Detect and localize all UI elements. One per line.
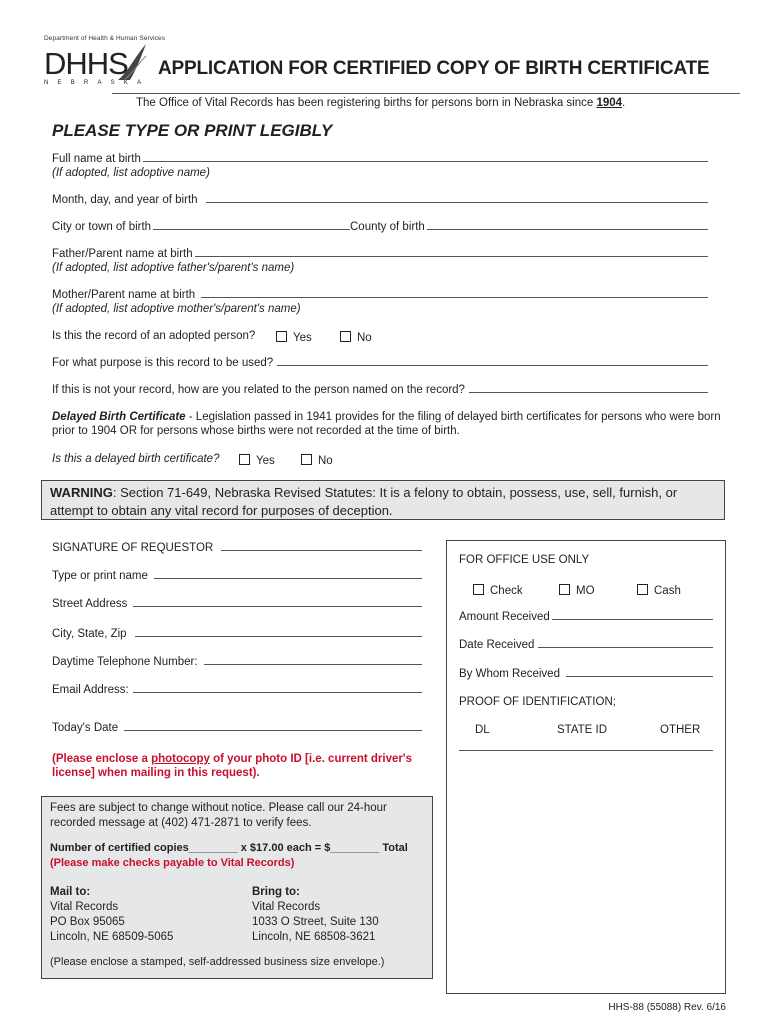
page-title: APPLICATION FOR CERTIFIED COPY OF BIRTH CERTIFICATE — [158, 58, 710, 79]
dept-name: Department of Health & Human Services — [44, 35, 166, 42]
adopted-question: Is this the record of an adopted person? — [52, 330, 256, 342]
print-name-field[interactable]: Type or print name — [52, 570, 422, 582]
subtitle: The Office of Vital Records has been registering births for persons born in Nebraska since 1904. — [136, 97, 626, 109]
form-number: HHS-88 (55088) Rev. 6/16 — [608, 1002, 726, 1013]
delayed-question: Is this a delayed birth certificate? — [52, 453, 220, 465]
dhhs-logo: DHHS — [44, 46, 128, 81]
instructions-heading: PLEASE TYPE OR PRINT LEGIBLY — [52, 121, 333, 140]
delayed-yes[interactable]: Yes — [239, 453, 275, 467]
mail-address: Mail to: Vital Records PO Box 95065 Lincoln, NE 68509-5065 — [50, 886, 174, 943]
checkbox-icon[interactable] — [559, 584, 570, 595]
todays-date-field[interactable]: Today's Date — [52, 722, 422, 734]
checkbox-icon[interactable] — [637, 584, 648, 595]
office-check[interactable]: Check — [473, 583, 523, 597]
full-name-field[interactable]: Full name at birth — [52, 153, 708, 165]
checkbox-icon[interactable] — [473, 584, 484, 595]
addresses — [50, 885, 424, 945]
logo-state: NEBRASKA — [44, 80, 151, 86]
email-field[interactable]: Email Address: — [52, 684, 422, 696]
adopted-no[interactable]: No — [340, 330, 372, 344]
title-divider — [112, 93, 740, 94]
envelope-note: (Please enclose a stamped, self-addressed business size envelope.) — [50, 956, 385, 968]
warning-box: WARNING: Section 71-649, Nebraska Revised Statutes: It is a felony to obtain, possess, use, sell, furnish, or attempt to obtain any vital record for purposes of deception. — [41, 480, 725, 520]
bring-address: Bring to: Vital Records 1033 O Street, Suite 130 Lincoln, NE 68508-3621 — [252, 886, 379, 943]
id-other: OTHER — [660, 724, 701, 736]
adopted-yes[interactable]: Yes — [276, 330, 312, 344]
purpose-field[interactable]: For what purpose is this record to be used? — [52, 357, 708, 369]
office-cash[interactable]: Cash — [637, 583, 681, 597]
copies-line[interactable]: Number of certified copies________ x $17.00 each = $________ Total — [50, 842, 408, 854]
phone-field[interactable]: Daytime Telephone Number: — [52, 656, 422, 668]
id-dl: DL — [475, 724, 490, 736]
checks-payable: (Please make checks payable to Vital Records) — [50, 857, 295, 869]
proof-id-label: PROOF OF IDENTIFICATION; — [459, 696, 616, 708]
checkbox-icon[interactable] — [340, 331, 351, 342]
city-field[interactable]: City or town of birth — [52, 221, 350, 233]
fees-box — [41, 796, 433, 979]
city-state-zip-field[interactable]: City, State, Zip — [52, 628, 422, 640]
full-name-note: (If adopted, list adoptive name) — [52, 167, 210, 179]
signature-field[interactable]: SIGNATURE OF REQUESTOR — [52, 542, 422, 554]
street-field[interactable]: Street Address — [52, 598, 422, 610]
county-field[interactable]: County of birth — [350, 221, 708, 233]
delayed-no[interactable]: No — [301, 453, 333, 467]
by-whom-field[interactable]: By Whom Received — [459, 668, 713, 680]
checkbox-icon[interactable] — [276, 331, 287, 342]
id-line[interactable] — [459, 750, 713, 751]
checkbox-icon[interactable] — [301, 454, 312, 465]
office-use-box — [446, 540, 726, 994]
office-use-title: FOR OFFICE USE ONLY — [459, 554, 590, 566]
id-state: STATE ID — [557, 724, 608, 736]
date-received-field[interactable]: Date Received — [459, 639, 713, 651]
fees-note: Fees are subject to change without notice. Please call our 24-hour recorded message at (402) 471-2871 to verify fees. — [50, 802, 387, 829]
father-note: (If adopted, list adoptive father's/parent's name) — [52, 262, 295, 274]
mother-note: (If adopted, list adoptive mother's/parent's name) — [52, 303, 301, 315]
delayed-birth-note: Delayed Birth Certificate - Legislation passed in 1941 provides for the filing of delayed birth certificates for persons who were born prior to 1904 OR for persons whose births were not recorded at the time of birth. — [52, 411, 721, 437]
photo-id-note: (Please enclose a photocopy of your photo ID [i.e. current driver's license] when mailing in this request). — [52, 753, 412, 779]
relation-field[interactable]: If this is not your record, how are you related to the person named on the record? — [52, 384, 708, 396]
checkbox-icon[interactable] — [239, 454, 250, 465]
dob-field[interactable]: Month, day, and year of birth — [52, 194, 708, 206]
logo-swoosh-icon — [116, 42, 148, 82]
amount-received-field[interactable]: Amount Received — [459, 611, 713, 623]
father-field[interactable]: Father/Parent name at birth — [52, 248, 708, 260]
office-mo[interactable]: MO — [559, 583, 595, 597]
mother-field[interactable]: Mother/Parent name at birth — [52, 289, 708, 301]
